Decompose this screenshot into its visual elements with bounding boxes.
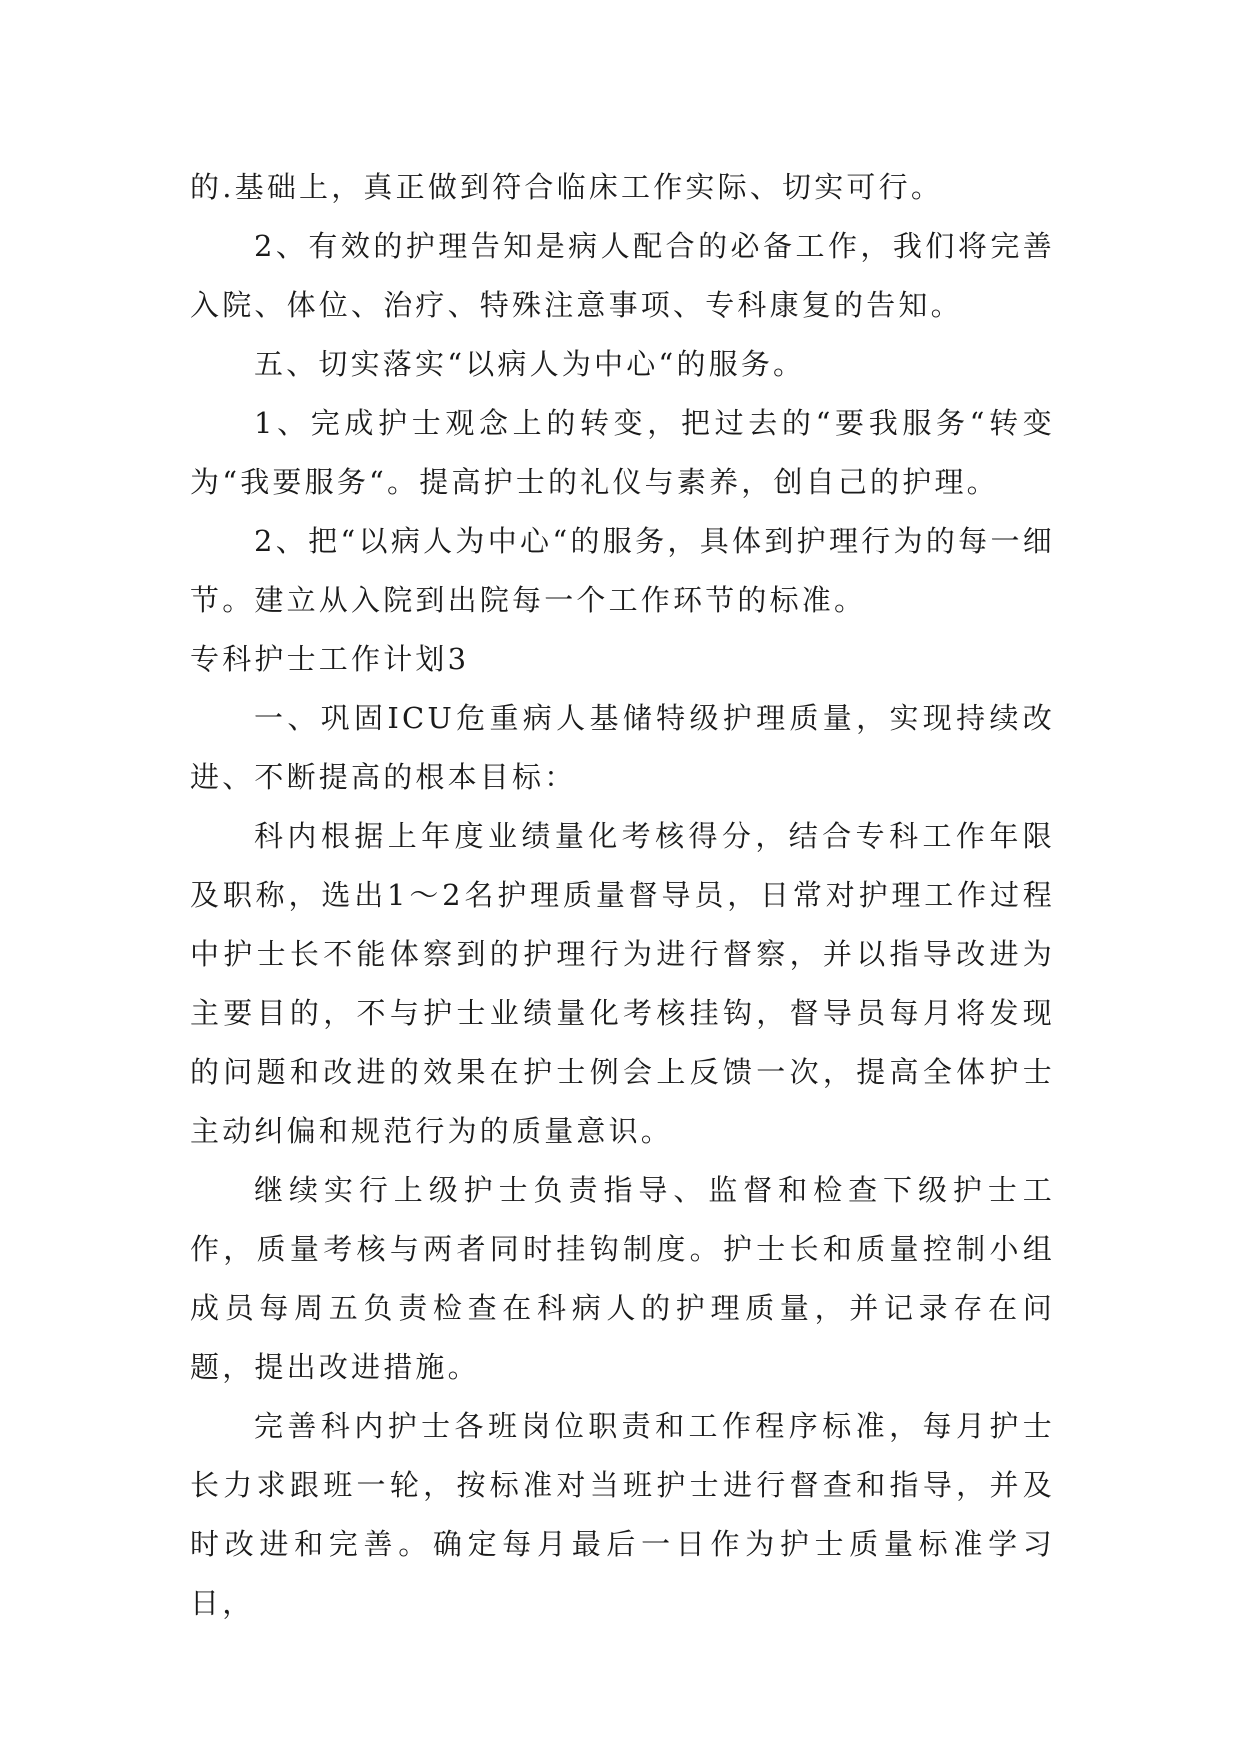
paragraph-continuation: 的.基础上，真正做到符合临床工作实际、切实可行。: [190, 170, 944, 204]
paragraph-job-responsibilities: 完善科内护士各班岗位职责和工作程序标准，每月护士长力求跟班一轮，按标准对当班护士进行督查和指导，并及时改进和完善。确定每月最后一日作为护士质量标准学习日，: [190, 1409, 1055, 1620]
paragraph-senior-supervision: 继续实行上级护士负责指导、监督和检查下级护士工作，质量考核与两者同时挂钩制度。护士长和质量控制小组成员每周五负责检查在科病人的护理质量，并记录存在问题，提出改进措施。: [190, 1173, 1055, 1384]
document-body: [190, 158, 1055, 1633]
paragraph-notification: 2、有效的护理告知是病人配合的必备工作，我们将完善入院、体位、治疗、特殊注意事项、专科康复的告知。: [190, 229, 1055, 322]
document-subtitle: 专科护士工作计划3: [190, 642, 470, 676]
paragraph-quality-supervisor: 科内根据上年度业绩量化考核得分，结合专科工作年限及职称，选出1～2名护理质量督导员，日常对护理工作过程中护士长不能体察到的护理行为进行督察，并以指导改进为主要目的，不与护士业绩量化考核挂钩，督导员每月将发现的问题和改进的效果在护士例会上反馈一次，提高全体护士主动纠偏和规范行为的质量意识。: [190, 819, 1055, 1148]
paragraph-attitude-change: 1、完成护士观念上的转变，把过去的“要我服务“转变为“我要服务“。提高护士的礼仪与素养，创自己的护理。: [190, 406, 1055, 499]
section-heading-icu-quality: 一、巩固ICU危重病人基储特级护理质量，实现持续改进、不断提高的根本目标：: [190, 701, 1055, 794]
section-heading-patient-centered: 五、切实落实“以病人为中心“的服务。: [254, 347, 806, 381]
paragraph-service-details: 2、把“以病人为中心“的服务，具体到护理行为的每一细节。建立从入院到出院每一个工作环节的标准。: [190, 524, 1055, 617]
